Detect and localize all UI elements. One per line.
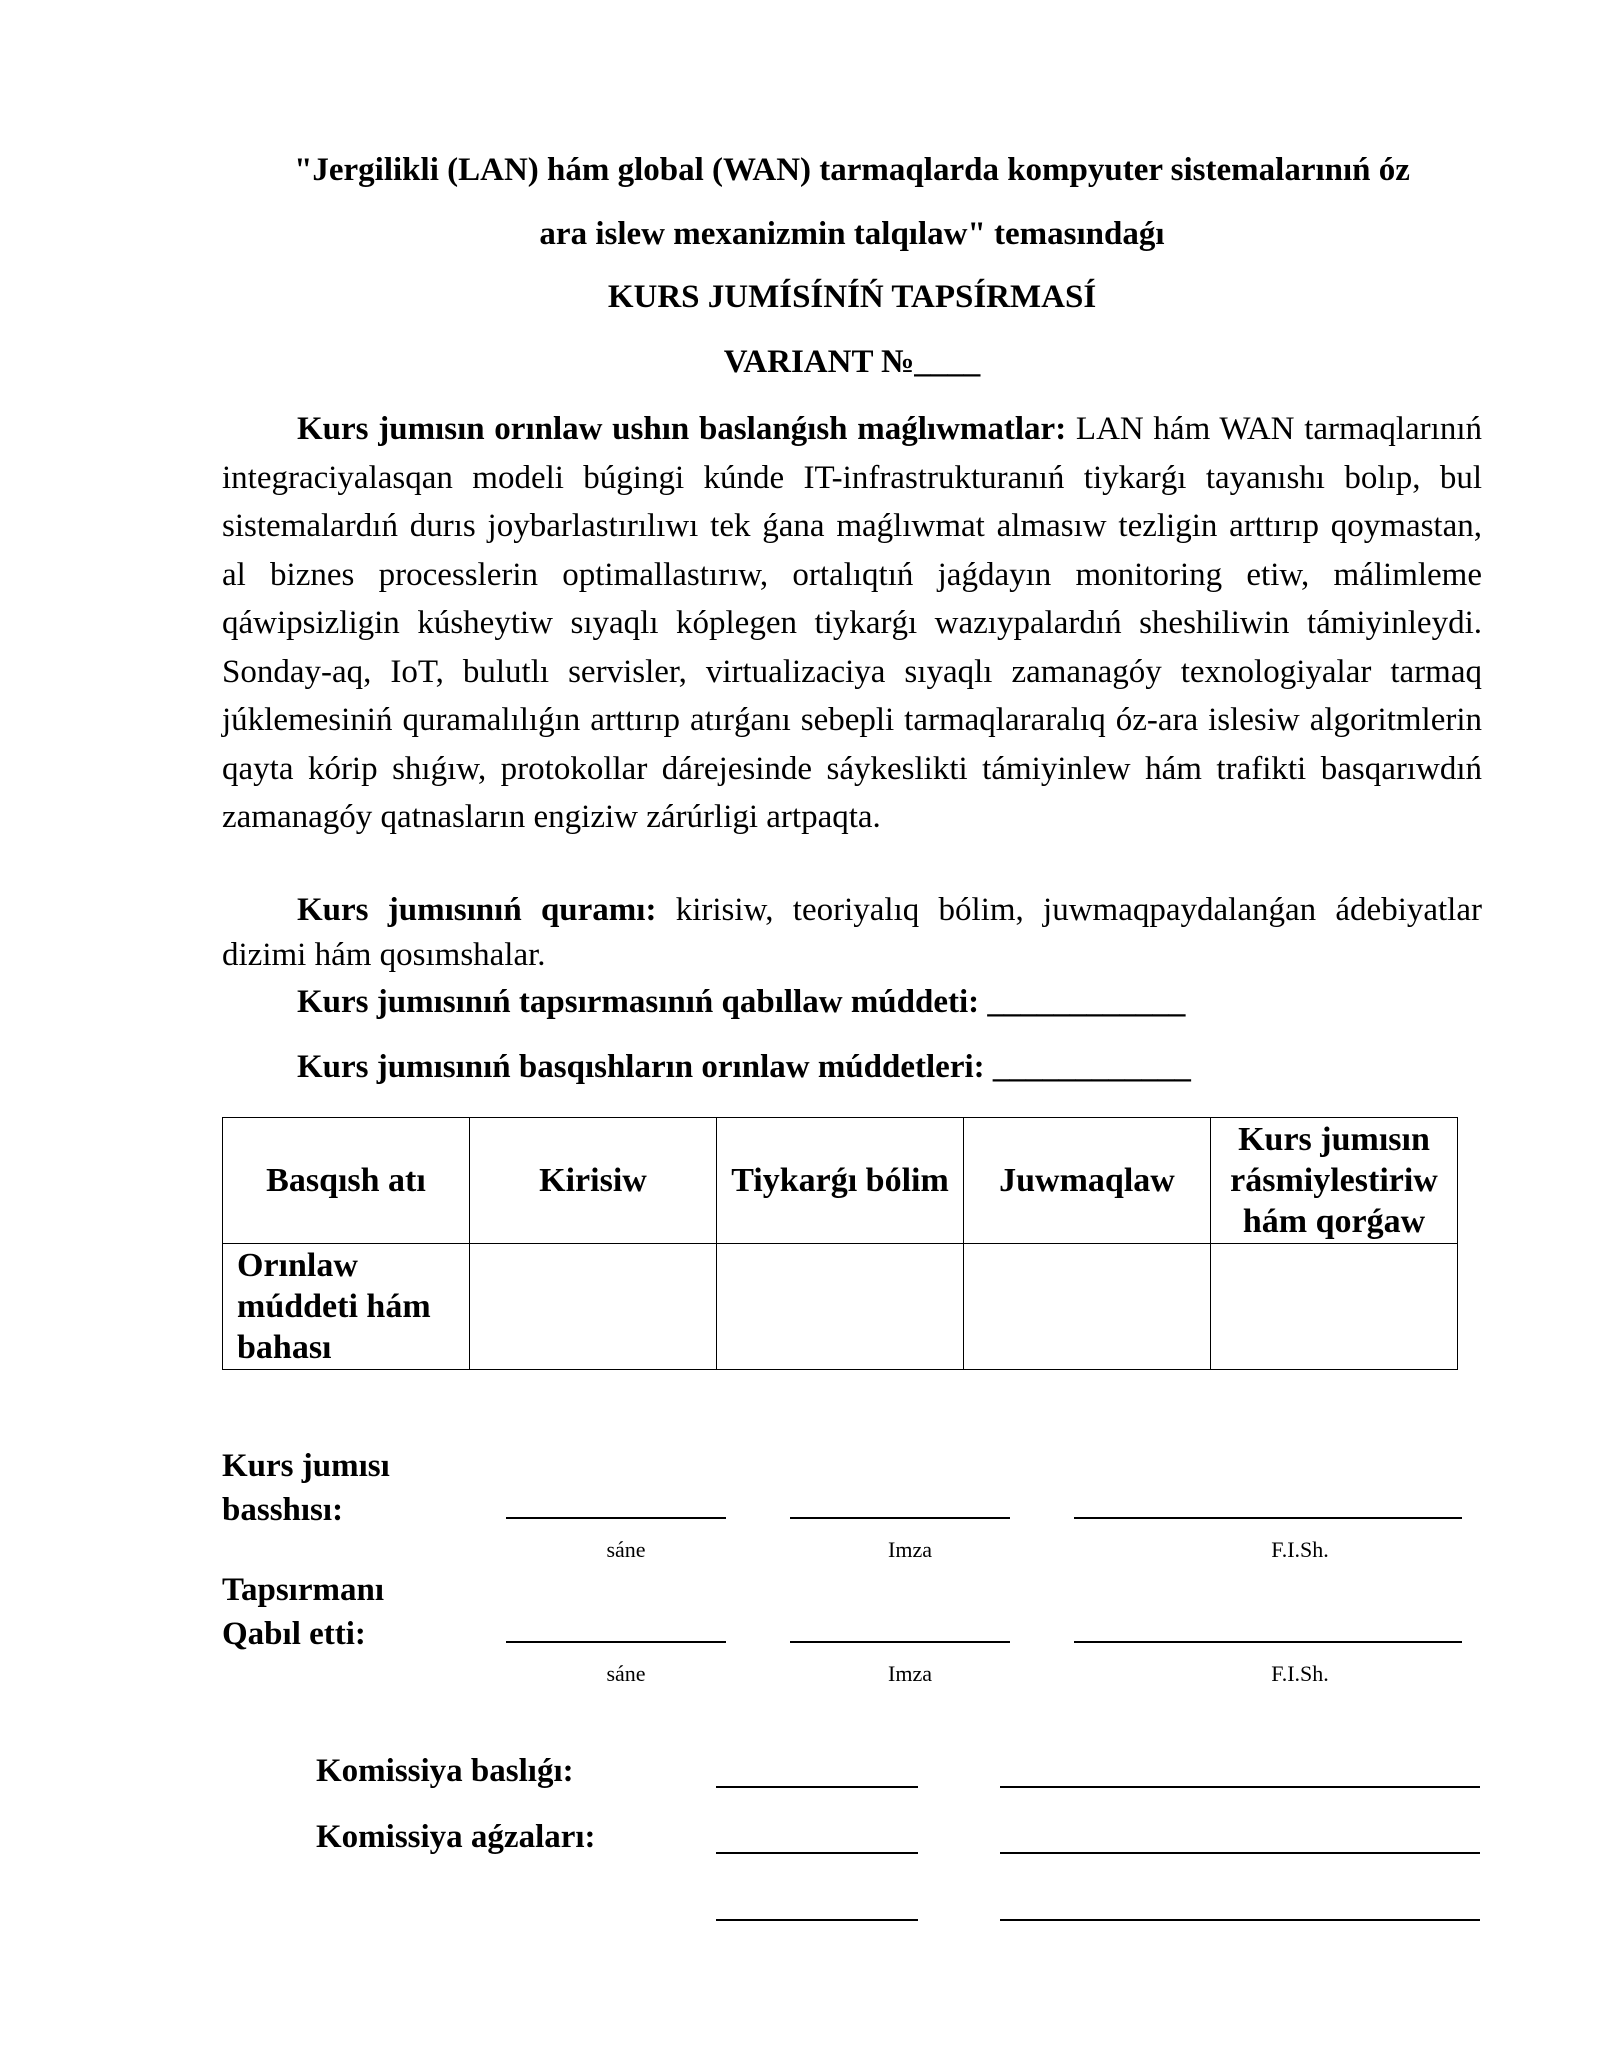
document-title: KURS JUMÍSÍNÍŃ TAPSÍRMASÍ (607, 279, 1097, 315)
table-cell (1211, 1244, 1458, 1370)
supervisor-name-line (1074, 1517, 1462, 1519)
commission-chair-name-line (1000, 1786, 1480, 1788)
table-header-cell: Basqısh atı (223, 1118, 470, 1244)
commission-chair-label: Komissiya baslıǵı: (316, 1753, 574, 1789)
table-header-cell: Kirisiw (470, 1118, 717, 1244)
table-row-label: Orınlaw múddeti hám bahası (223, 1244, 470, 1370)
stages-table (222, 1117, 1458, 1370)
variant-number: VARIANT №____ (723, 344, 981, 380)
name-caption: F.I.Sh. (1271, 1661, 1329, 1686)
table-cell (717, 1244, 964, 1370)
commission-members-label: Komissiya aǵzaları: (316, 1819, 596, 1855)
accepted-label: Tapsırmanı Qabıl etti: (222, 1572, 385, 1652)
initial-data-label: Kurs jumısın orınlaw ushın baslanǵısh maǵlıwmatlar: (297, 411, 1067, 447)
composition-paragraph (222, 888, 1482, 978)
signature-caption: Imza (888, 1537, 932, 1562)
table-cell (964, 1244, 1211, 1370)
accepted-signature-line (790, 1641, 1010, 1643)
table-header-cell: Tiykarǵı bólim (717, 1118, 964, 1244)
initial-data-text: LAN hám WAN tarmaqlarınıń integraciyalasqan modeli búgingi kúnde IT-infrastrukturanıń tiykarǵı tayanıshı bolıp, bul sistemalardıń durıs joybarlastırılıwı tek ǵana maǵlıwmat almasıw tezligin arttırıp qoymastan, al biznes processlerin optimallastırıw, ortalıqtıń jaǵdayın monitoring etiw, málimleme qáwipsizligin kúsheytiw sıyaqlı kóplegen tiykarǵı wazıypalardıń sheshiliwin támiyinleydi. Sonday-aq, IoT, bulutlı servisler, virtualizaciya sıyaqlı zamanagóy texnologiyalar tarmaq júklemesiniń quramalılıǵın arttırıp atırǵanı sebepli tarmaqlararalıq óz-ara islesiw algoritmlerin qayta kórip shıǵıw, protokollar dárejesinde sáykeslikti támiyinlew hám trafikti basqarıwdıń zamanagóy qatnasların engiziw zárúrligi artpaqta. (222, 411, 1482, 835)
date-caption: sáne (606, 1537, 646, 1562)
table-cell (470, 1244, 717, 1370)
supervisor-label: Kurs jumısı basshısı: (222, 1448, 390, 1528)
table-header-cell: Juwmaqlaw (964, 1118, 1211, 1244)
date-caption: sáne (606, 1661, 646, 1686)
name-caption: F.I.Sh. (1271, 1537, 1329, 1562)
table-row (223, 1244, 1458, 1370)
commission-member-sign-line (716, 1919, 918, 1921)
acceptance-deadline: Kurs jumısınıń tapsırmasınıń qabıllaw múddeti: ____________ (297, 984, 1186, 1020)
stages-deadline: Kurs jumısınıń basqıshların orınlaw múddetleri: ____________ (297, 1049, 1191, 1085)
composition-text: kirisiw, teoriyalıq bólim, juwmaqpaydalanǵan ádebiyatlar dizimi hám qosımshalar. (222, 892, 1482, 973)
commission-member-name-line (1000, 1919, 1480, 1921)
commission-chair-sign-line (716, 1786, 918, 1788)
table-header-cell: Kurs jumısın rásmiylestiriw hám qorǵaw (1211, 1118, 1458, 1244)
supervisor-date-line (506, 1517, 726, 1519)
topic-title-line-2: ara islew mexanizmin talqılaw" temasındaǵı (539, 216, 1165, 252)
accepted-date-line (506, 1641, 726, 1643)
supervisor-signature-line (790, 1517, 1010, 1519)
signature-caption: Imza (888, 1661, 932, 1686)
commission-member-sign-line (716, 1852, 918, 1854)
table-header-row (223, 1118, 1458, 1244)
accepted-name-line (1074, 1641, 1462, 1643)
commission-member-name-line (1000, 1852, 1480, 1854)
composition-label: Kurs jumısınıń quramı: (297, 892, 657, 928)
initial-data-paragraph (222, 405, 1482, 842)
topic-title-line-1: "Jergilikli (LAN) hám global (WAN) tarmaqlarda kompyuter sistemalarınıń óz (294, 152, 1410, 188)
